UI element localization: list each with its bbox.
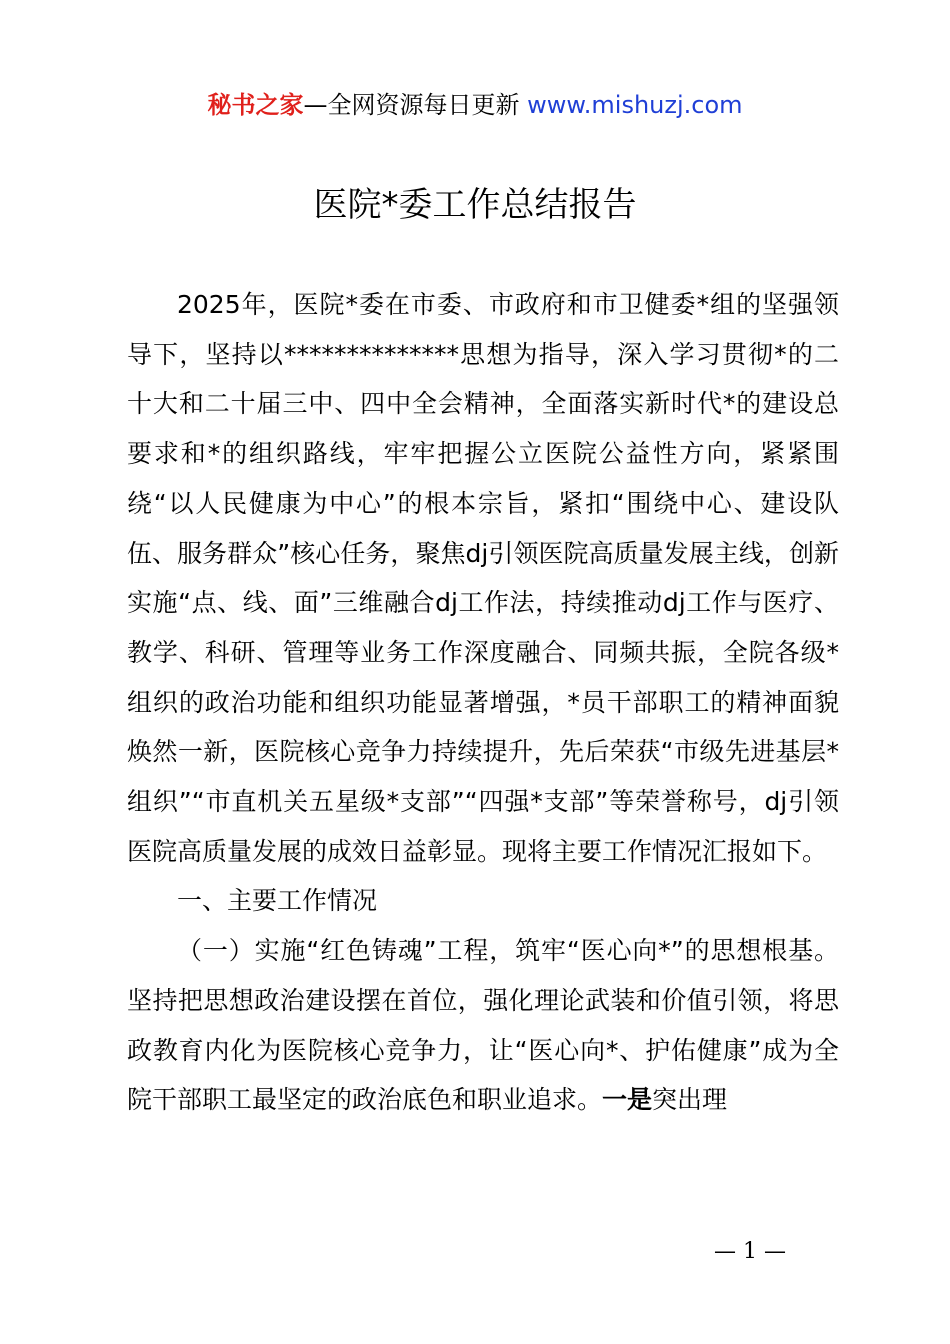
bold-lead-text: 一是 (602, 1085, 653, 1115)
site-url-link[interactable]: www.mishuzj.com (527, 91, 743, 119)
section-heading: 一、主要工作情况 (177, 886, 378, 916)
intro-paragraph: 2025年，医院*委在市委、市政府和市卫健委*组的坚强领导下，坚持以**************思想为指导，深入学习贯彻*的二十大和二十届三中、四中全会精神，全面落实新时代*的建设总要求和*的组织路线，牢牢把握公立医院公益性方向，紧紧围绕“以人民健康为中心”的根本宗旨，紧扣“围绕中心、建设队伍、服务群众”核心任务，聚焦dj引领医院高质量发展主线，创新实施“点、线、面”三维融合dj工作法，持续推动dj工作与医疗、教学、科研、管理等业务工作深度融合、同频共振，全院各级*组织的政治功能和组织功能显著增强，*员干部职工的精神面貌焕然一新，医院核心竞争力持续提升，先后荣获“市级先进基层*组织”“市直机关五星级*支部”“四强*支部”等荣誉称号，dj引领医院高质量发展的成效日益彰显。现将主要工作情况汇报如下。 (127, 290, 839, 866)
subsection-paragraph (127, 926, 839, 1125)
document-title: 医院*委工作总结报告 (313, 185, 637, 225)
trailing-text: 突出理 (652, 1085, 728, 1115)
site-tagline: —全网资源每日更新 (303, 91, 520, 119)
site-header (0, 88, 950, 122)
page-number: — 1 — (714, 1239, 786, 1264)
subsection-text: （一）实施“红色铸魂”工程，筑牢“医心向*”的思想根基。坚持把思想政治建设摆在首位，强化理论武装和价值引领，将思政教育内化为医院核心竞争力，让“医心向*、护佑健康”成为全院干部职工最坚定的政治底色和职业追求。 (127, 936, 839, 1115)
brand-name: 秘书之家 (207, 91, 304, 119)
document-body (127, 280, 839, 1125)
